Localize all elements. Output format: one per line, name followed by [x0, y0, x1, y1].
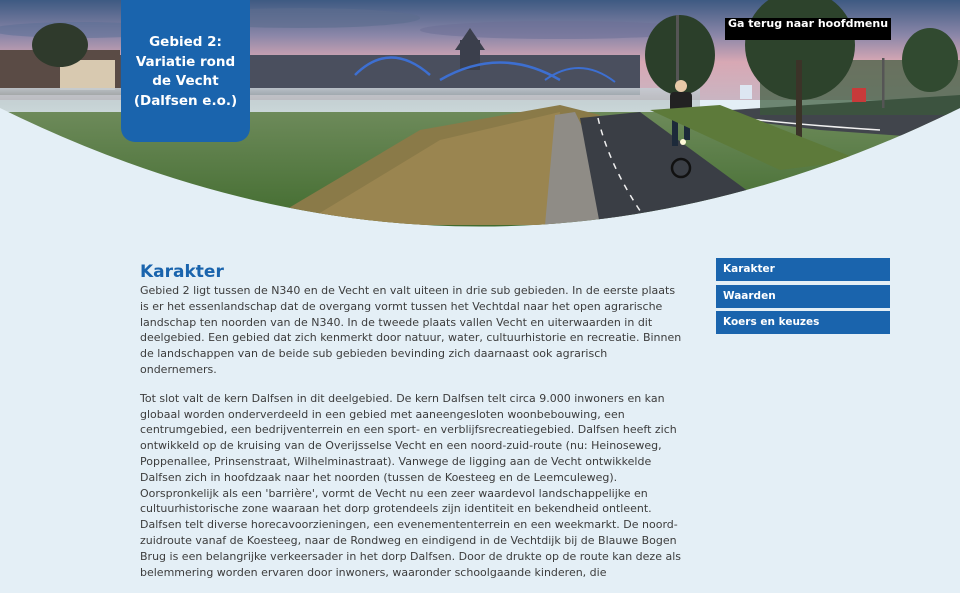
hero-banner [0, 0, 960, 225]
back-button-label: Ga terug naar hoofdmenu [727, 17, 889, 30]
nav-item-waarden[interactable]: Waarden [716, 285, 890, 308]
area-title: Gebied 2: Variatie rond de Vecht (Dalfsen e.o.) [133, 34, 238, 109]
nav-item-koers-en-keuzes[interactable]: Koers en keuzes [716, 311, 890, 334]
area-title-badge [121, 0, 250, 142]
back-to-main-menu-button[interactable] [725, 18, 891, 40]
nav-item-karakter[interactable]: Karakter [716, 258, 890, 281]
body-paragraph: Gebied 2 ligt tussen de N340 en de Vecht en valt uiteen in drie sub gebieden. In de eerste plaats is er het essenlandschap dat de overgang vormt tussen het Vechtdal naar het open agrarische landschap ten noorden van de N340. In de tweede plaats vallen Vecht en uiterwaarden in dit deelgebied. Een gebied dat zich kenmerkt door natuur, water, cultuurhistorie en recreatie. Binnen de landschappen van de beide sub gebieden bevinding zich daarnaast ook agrarisch ondernemers. [140, 284, 682, 376]
body-paragraph: Tot slot valt de kern Dalfsen in dit deelgebied. De kern Dalfsen telt circa 9.000 inwoners en kan globaal worden onderverdeeld in een gebied met aaneengesloten woonbebouwing, een centrumgebied, een bedrijventerrein en een sport- en verblijfsrecreatiegebied. Dalfsen heeft zich ontwikkeld op de kruising van de Overijsselse Vecht en een noord-zuid-route (nu: Heinoseweg, Poppenallee, Prinsenstraat, Wilhelminastraat). Vanwege de ligging aan de Vecht ontwikkelde Dalfsen zich in hoofdzaak naar het noorden (tussen de Koesteeg en de Leemculeweg). Oorspronkelijk als een 'barrière', vormt de Vecht nu een zeer waardevol landschappelijke en cultuurhistorische zone waaraan het dorp grotendeels zijn identiteit en bekendheid ontleent. Dalfsen telt diverse horecavoorzieningen, een evenemententerrein en een weekmarkt. De noord-zuidroute vanaf de Koesteeg, naar de Rondweg en eindigend in de Vechtdijk bij de Blauwe Bogen Brug is een belangrijke verkeersader in het dorp Dalfsen. Door de drukte op de route kan deze als belemmering worden ervaren door inwoners, waaronder schoolgaande kinderen, die [140, 391, 681, 579]
main-content [140, 262, 685, 593]
section-heading: Karakter [140, 262, 224, 282]
side-navigation [716, 258, 890, 338]
